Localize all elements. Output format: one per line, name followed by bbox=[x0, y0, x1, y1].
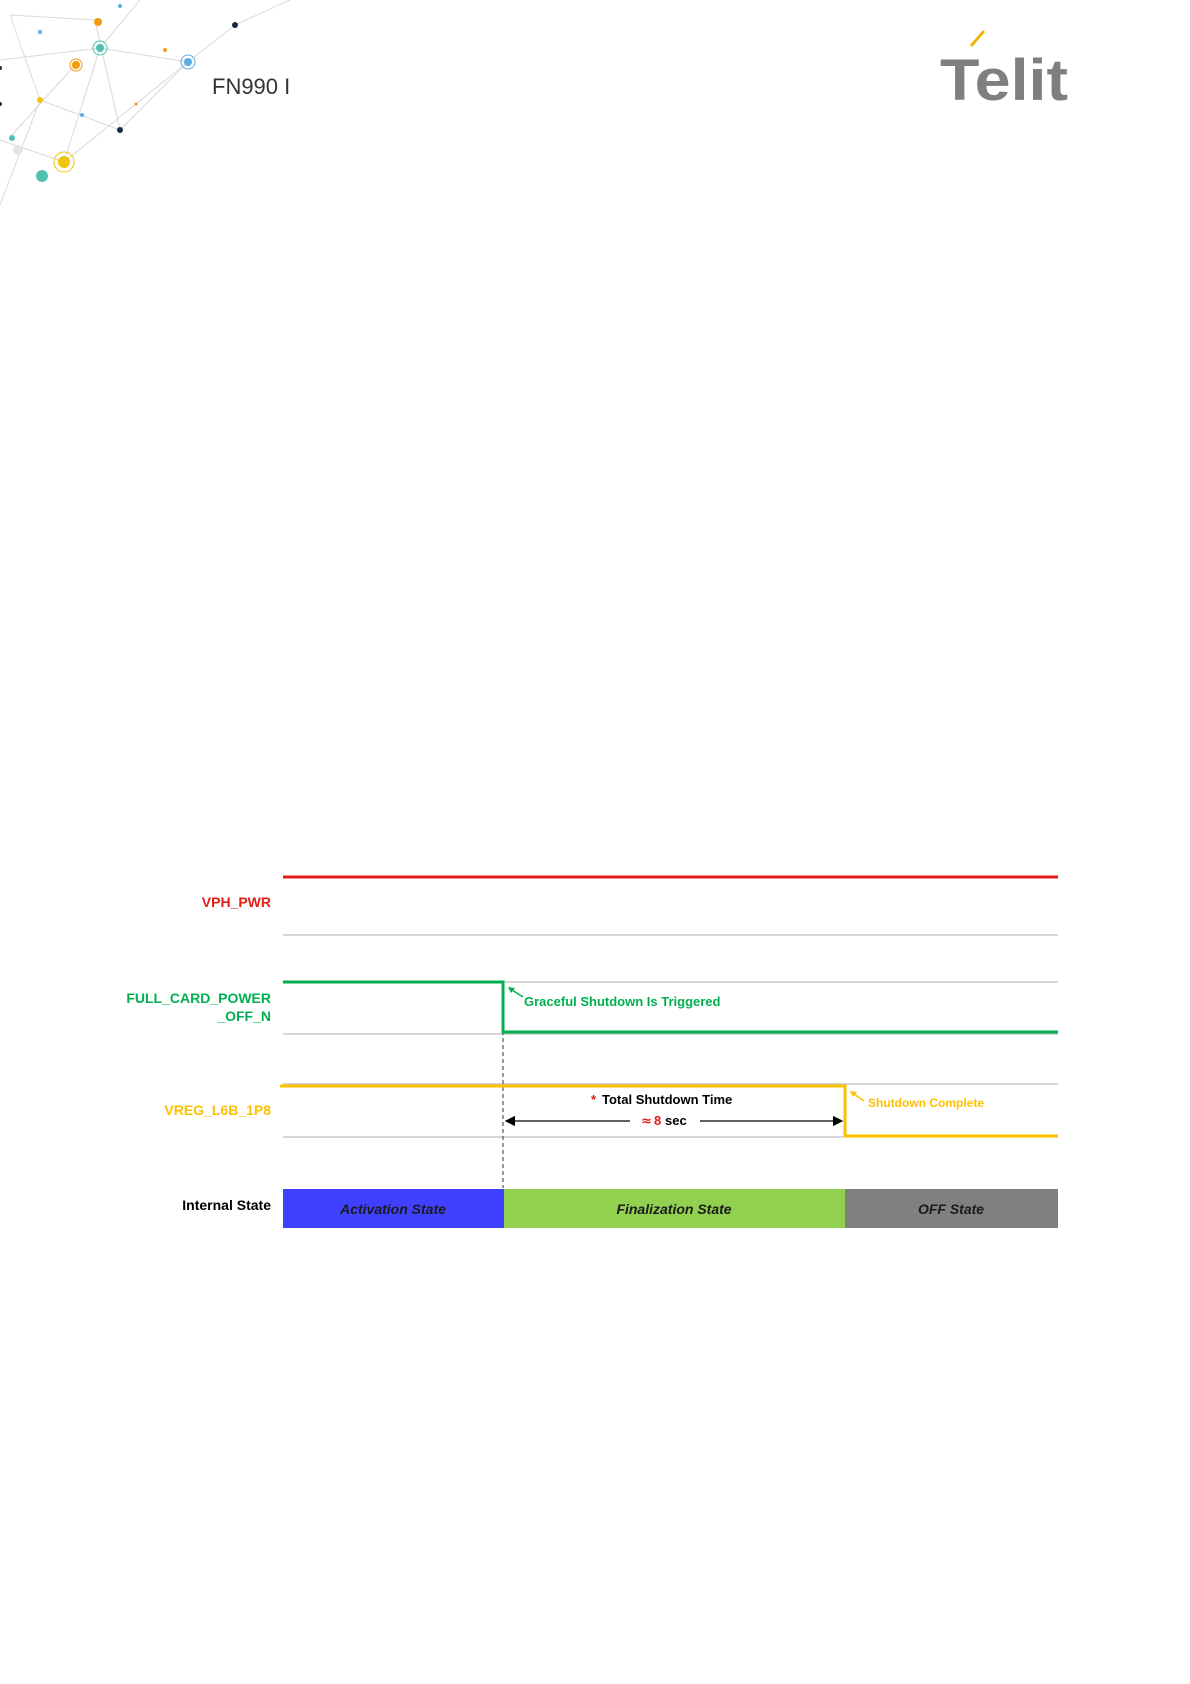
vph-pwr-label: VPH_PWR bbox=[201, 894, 271, 910]
internal-state-label: Internal State bbox=[182, 1197, 271, 1213]
duration-approx-symbol: ≈ bbox=[641, 1114, 652, 1129]
activation-state-label: Activation State bbox=[340, 1201, 446, 1217]
vreg-l6b-1p8-label: VREG_L6B_1P8 bbox=[164, 1102, 271, 1118]
duration-unit: sec bbox=[665, 1113, 687, 1128]
total-shutdown-asterisk: * bbox=[591, 1092, 597, 1107]
finalization-state-label: Finalization State bbox=[616, 1201, 732, 1217]
off-state-label: OFF State bbox=[917, 1201, 985, 1217]
shutdown-complete-label: Shutdown Complete bbox=[868, 1096, 984, 1110]
full-card-power-label: FULL_CARD_POWER bbox=[126, 990, 271, 1006]
full-card-power-label-line2: _OFF_N bbox=[217, 1008, 271, 1024]
header-title: FN990 I bbox=[212, 74, 291, 99]
graceful-shutdown-label: Graceful Shutdown Is Triggered bbox=[524, 994, 721, 1009]
duration-value: 8 bbox=[654, 1113, 662, 1128]
total-shutdown-time-label: Total Shutdown Time bbox=[602, 1092, 733, 1107]
svg-text:Telit: Telit bbox=[940, 48, 1068, 108]
